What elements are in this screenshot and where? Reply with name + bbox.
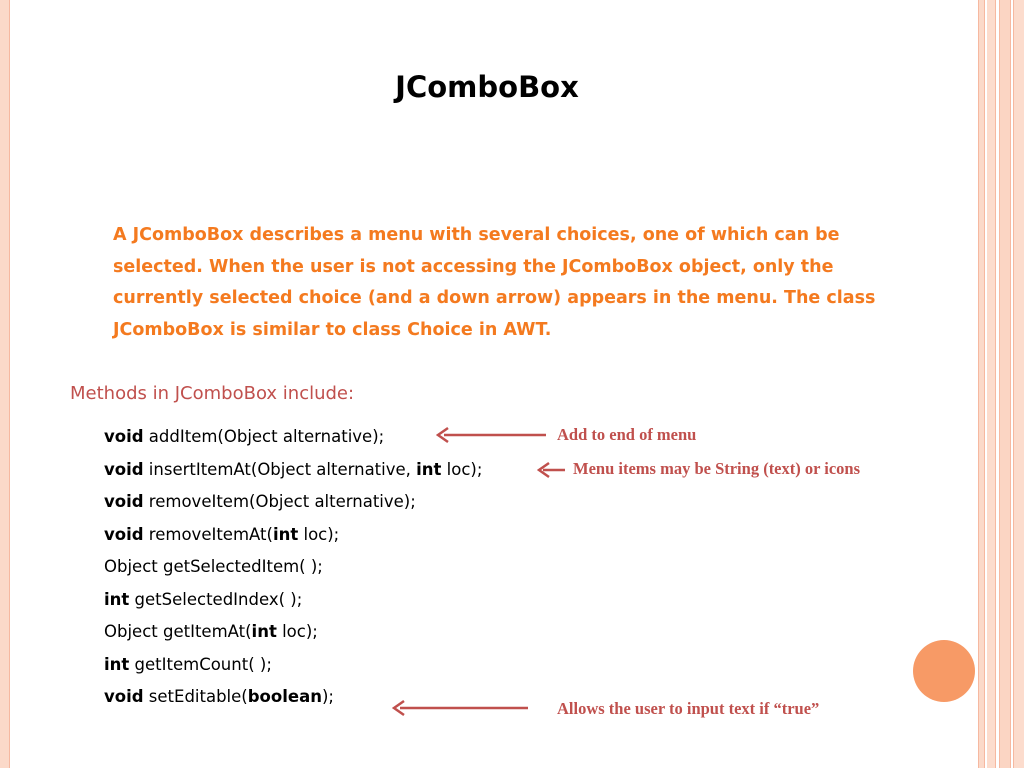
method-text: getSelectedIndex( );	[129, 589, 303, 609]
method-keyword: boolean	[247, 687, 322, 706]
frame-stripe	[999, 0, 1011, 768]
method-text: loc);	[276, 622, 318, 641]
method-item	[104, 652, 482, 685]
method-keyword: void	[104, 687, 144, 706]
note-insert-item: Menu items may be String (text) or icons	[573, 459, 861, 478]
intro-line: selected. When the user is not accessing the JComboBox object, only the	[113, 256, 834, 277]
method-keyword: int	[272, 524, 299, 544]
method-text: removeItem(Object alternative);	[143, 492, 416, 511]
method-list	[104, 424, 482, 717]
method-item	[104, 489, 482, 522]
method-text: loc);	[441, 459, 483, 479]
method-text: insertItemAt(Object alternative,	[143, 459, 417, 479]
method-keyword: void	[104, 459, 144, 479]
method-text: loc);	[298, 524, 340, 544]
method-text: Object getItemAt(	[104, 622, 252, 641]
method-item	[104, 554, 482, 587]
arrow-left-icon	[436, 426, 548, 444]
method-item	[104, 587, 482, 620]
method-text: setEditable(	[143, 687, 248, 706]
method-keyword: int	[251, 622, 277, 641]
intro-line: A JComboBox describes a menu with several choices, one of which can be	[113, 225, 840, 245]
method-item	[104, 457, 482, 490]
arrow-left-icon	[392, 699, 530, 717]
intro-line: currently selected choice (and a down arrow) appears in the menu. The class	[113, 288, 876, 308]
method-text: getItemCount( );	[129, 654, 272, 674]
method-keyword: int	[416, 459, 442, 479]
frame-stripe	[987, 0, 996, 768]
method-text: removeItemAt(	[143, 524, 273, 544]
decorative-circle	[913, 640, 975, 702]
method-item	[104, 619, 482, 652]
method-keyword: void	[104, 427, 144, 446]
frame-stripe	[1013, 0, 1024, 768]
method-item	[104, 522, 482, 555]
frame-stripe	[978, 0, 985, 768]
slide-title: JComboBox	[395, 70, 579, 104]
method-keyword: void	[104, 492, 144, 511]
method-text: addItem(Object alternative);	[143, 427, 385, 446]
note-add-item: Add to end of menu	[557, 425, 697, 444]
method-keyword: int	[104, 654, 130, 674]
method-text: );	[321, 687, 334, 706]
right-frame-stripes	[978, 0, 1024, 768]
method-text: Object getSelectedItem( );	[104, 557, 323, 576]
method-keyword: int	[104, 589, 130, 609]
method-item	[104, 424, 482, 457]
method-keyword: void	[104, 524, 144, 544]
intro-line: JComboBox is similar to class Choice in AWT.	[113, 319, 552, 340]
methods-heading: Methods in JComboBox include:	[70, 383, 355, 404]
intro-paragraph	[113, 220, 943, 346]
arrow-left-icon	[537, 461, 567, 479]
left-frame-stripe	[0, 0, 10, 768]
note-set-editable: Allows the user to input text if “true”	[557, 699, 820, 718]
